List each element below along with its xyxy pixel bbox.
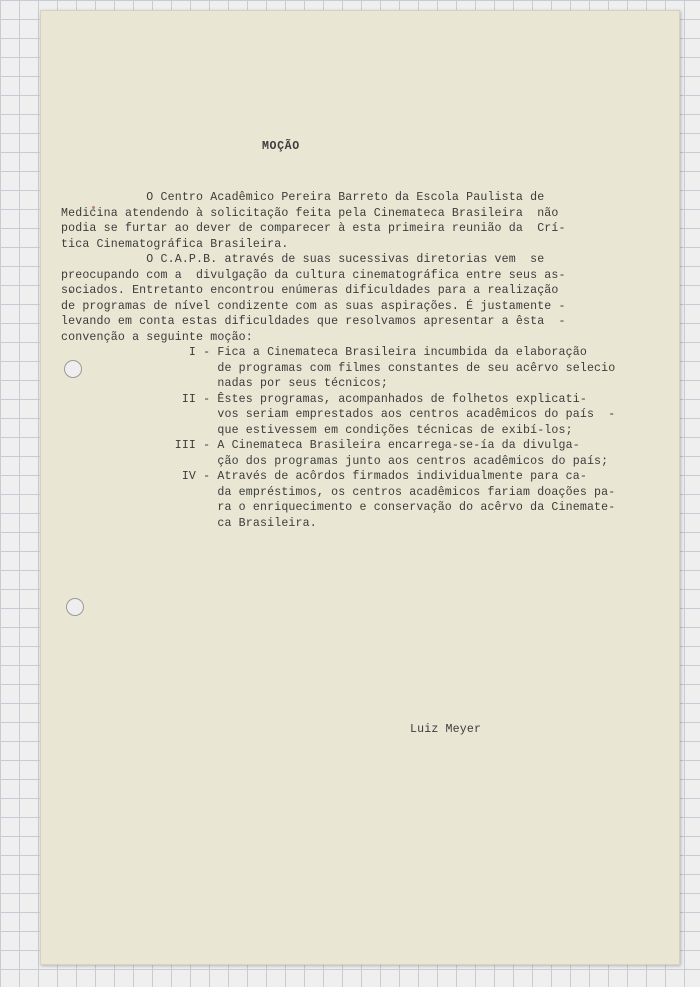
- body-line: I - Fica a Cinemateca Brasileira incumbida da elaboração: [61, 346, 587, 359]
- body-line: ção dos programas junto aos centros acadêmicos do país;: [61, 454, 609, 468]
- body-line: Medicina atendendo à solicitação feita pela Cinemateca Brasileira não: [61, 206, 559, 220]
- document-body: [61, 190, 615, 531]
- document-title: MOÇÃO: [262, 140, 300, 153]
- body-line: O C.A.P.B. através de suas sucessivas diretorias vem se: [61, 253, 545, 266]
- body-line: IV - Através de acôrdos firmados individualmente para ca-: [61, 470, 587, 483]
- body-line: levando em conta estas dificuldades que resolvamos apresentar a êsta -: [61, 315, 566, 328]
- body-line: de programas com filmes constantes de seu acêrvo selecio: [61, 361, 616, 375]
- body-line: podia se furtar ao dever de comparecer à esta primeira reunião da Crí-: [61, 222, 566, 235]
- signature: Luiz Meyer: [410, 723, 482, 736]
- body-line: de programas de nível condizente com as suas aspirações. É justamente -: [61, 299, 566, 313]
- body-line: vos seriam emprestados aos centros acadêmicos do país -: [61, 408, 616, 421]
- punch-hole-bottom: [66, 598, 84, 616]
- body-line: II - Êstes programas, acompanhados de folhetos explicati-: [61, 392, 587, 406]
- body-line: O Centro Acadêmico Pereira Barreto da Escola Paulista de: [61, 191, 545, 204]
- body-line: ra o enriquecimento e conservação do acêrvo da Cinemate-: [61, 501, 616, 514]
- body-line: preocupando com a divulgação da cultura cinematográfica entre seus as-: [61, 268, 566, 282]
- body-line: tica Cinematográfica Brasileira.: [61, 237, 289, 251]
- body-line: ca Brasileira.: [61, 516, 317, 530]
- body-line: III - A Cinemateca Brasileira encarrega-se-ía da divulga-: [61, 439, 580, 452]
- body-line: que estivessem em condições técnicas de exibí-los;: [61, 423, 573, 437]
- body-line: sociados. Entretanto encontrou enúmeras dificuldades para a realização: [61, 284, 559, 297]
- body-line: nadas por seus técnicos;: [61, 377, 388, 390]
- body-line: convenção a seguinte moção:: [61, 330, 253, 344]
- body-line: da empréstimos, os centros acadêmicos fariam doações pa-: [61, 485, 616, 499]
